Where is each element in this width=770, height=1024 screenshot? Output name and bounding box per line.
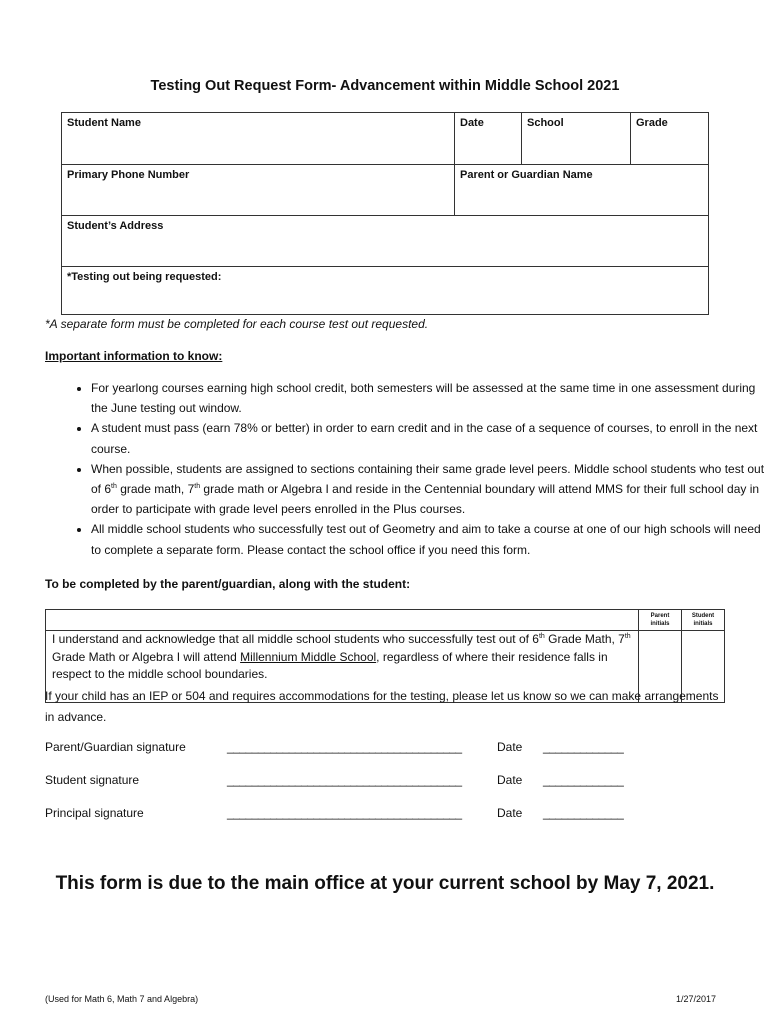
parent-date-line[interactable]: _____________: [543, 740, 624, 754]
form-title: Testing Out Request Form- Advancement within Middle School 2021: [150, 78, 620, 94]
footer-usage-note: (Used for Math 6, Math 7 and Algebra): [45, 994, 199, 1004]
important-heading: Important information to know:: [45, 349, 223, 363]
iep-note: If your child has an IEP or 504 and requires accommodations for the testing, please let us know so we can make arrangements in advance.: [45, 689, 719, 724]
school-field[interactable]: [522, 113, 631, 165]
student-date-line[interactable]: _____________: [543, 773, 624, 787]
date-label: Date: [497, 806, 523, 820]
student-initials-header: Student initials: [682, 610, 725, 631]
grade-label: Grade: [636, 117, 668, 129]
list-item: • A student must pass (earn 78% or better) in order to earn credit and in the case of a sequence of courses, to enroll in the next course.: [91, 418, 770, 458]
student-signature-line[interactable]: ______________________________________: [227, 773, 462, 787]
parent-signature-label: Parent/Guardian signature: [45, 740, 186, 754]
student-name-field[interactable]: [62, 113, 455, 165]
date-label: Date: [460, 117, 484, 129]
student-signature-label: Student signature: [45, 773, 140, 787]
student-name-label: Student Name: [67, 117, 141, 129]
principal-signature-line[interactable]: ______________________________________: [227, 806, 462, 820]
principal-signature-label: Principal signature: [45, 806, 144, 820]
important-list: [45, 378, 770, 560]
school-label: School: [527, 117, 564, 129]
student-info-table: [61, 112, 709, 315]
testing-out-label: *Testing out being requested:: [67, 271, 222, 283]
list-item: • For yearlong courses earning high school credit, both semesters will be assessed at the same time in one assessment during the June testing out window.: [91, 378, 770, 418]
list-item: • When possible, students are assigned to sections containing their same grade level peers. Middle school students who test out of 6th grade math, 7th grade math or Algebra I and reside in the Centennial boundary will attend MMS for their full school day in order to participate with grade level peers enrolled in the Plus courses.: [91, 459, 770, 520]
parent-initials-header: Parent initials: [639, 610, 682, 631]
list-item: • All middle school students who successfully test out of Geometry and aim to take a course at one of our high schools will need to complete a separate form. Please contact the school office if you need this form.: [91, 519, 770, 559]
ack-header-cell: [46, 610, 639, 631]
footer-date: 1/27/2017: [676, 994, 717, 1004]
grade-field[interactable]: [631, 113, 709, 165]
date-field[interactable]: [455, 113, 522, 165]
separate-form-note: *A separate form must be completed for each course test out requested.: [45, 317, 429, 331]
parent-section-heading: To be completed by the parent/guardian, along with the student:: [45, 577, 411, 591]
testing-out-field[interactable]: [62, 267, 709, 315]
date-label: Date: [497, 773, 523, 787]
school-name: Millennium Middle School: [240, 649, 377, 664]
parent-signature-line[interactable]: ______________________________________: [227, 740, 462, 754]
principal-date-line[interactable]: _____________: [543, 806, 624, 820]
acknowledgement-text: I understand and acknowledge that all middle school students who successfully test out of 6th Grade Math, 7th Grade Math or Algebra I will attend Millennium Middle School, regardless of where their residence falls in respect to the middle school boundaries.: [46, 631, 639, 703]
address-label: Student’s Address: [67, 220, 164, 232]
address-field[interactable]: [62, 216, 709, 267]
date-label: Date: [497, 740, 523, 754]
parent-name-label: Parent or Guardian Name: [460, 169, 593, 181]
parent-name-field[interactable]: [455, 165, 709, 216]
primary-phone-field[interactable]: [62, 165, 455, 216]
primary-phone-label: Primary Phone Number: [67, 169, 190, 181]
due-notice: This form is due to the main office at your current school by May 7, 2021.: [55, 873, 715, 894]
